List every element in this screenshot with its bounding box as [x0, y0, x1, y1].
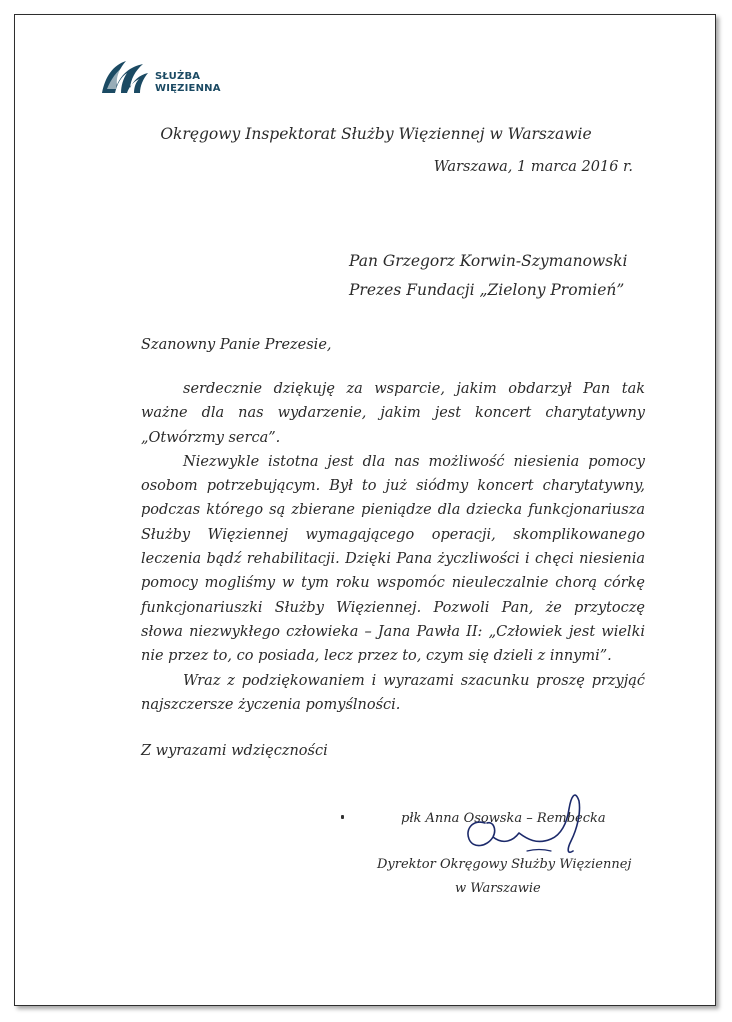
eagle-emblem-icon	[99, 55, 151, 99]
letter-paragraph	[141, 377, 645, 450]
recipient-title: Prezes Fundacji „Zielony Promień”	[349, 281, 625, 299]
paragraph-3-text: Wraz z podziękowaniem i wyrazami szacunku proszę przyjąć najszczersze życzenia pomyślności.	[141, 672, 645, 713]
letter-body	[141, 377, 645, 717]
logo-wordmark	[155, 71, 221, 95]
signer-role: Dyrektor Okręgowy Służby Więziennej	[377, 857, 632, 872]
logo-line-2: WIĘZIENNA	[155, 83, 221, 94]
letter-closing: Z wyrazami wdzięczności	[141, 743, 328, 759]
letter-date: Warszawa, 1 marca 2016 r.	[433, 159, 633, 175]
recipient-block	[349, 247, 628, 305]
signer-name: płk Anna Osowska – Rembecka	[401, 811, 606, 826]
institution-heading: Okręgowy Inspektorat Służby Więziennej w Warszawie	[160, 125, 592, 143]
recipient-name: Pan Grzegorz Korwin-Szymanowski	[349, 252, 628, 270]
paragraph-1-text: serdecznie dziękuję za wsparcie, jakim obdarzył Pan tak ważne dla nas wydarzenie, jakim jest koncert charytatywny „Otwórzmy serca”.	[141, 381, 645, 446]
signer-city: w Warszawie	[455, 881, 541, 896]
logo-line-1: SŁUŻBA	[155, 71, 201, 82]
letter-page	[14, 14, 716, 1006]
ink-dot	[341, 815, 344, 819]
paragraph-2-text: Niezwykle istotna jest dla nas możliwość niesienia pomocy osobom potrzebującym. Był to już siódmy koncert charytatywny, podczas którego są zbierane pieniądze dla dziecka funkcjonariusza Służby Więziennej wymagającego operacji, skomplikowanego leczenia bądź rehabilitacji. Dzięki Pana życzliwości i chęci niesienia pomocy mogliśmy w tym roku wspomóc nieuleczalnie chorą córkę funkcjonariuszki Służby Więziennej. Pozwoli Pan, że przytoczę słowa niezwykłego człowieka – Jana Pawła II: „Człowiek jest wielki nie przez to, co posiada, lecz przez to, czym się dzieli z innymi”.	[141, 453, 645, 665]
sluzba-wiezienna-logo	[99, 55, 239, 101]
letter-greeting: Szanowny Panie Prezesie,	[141, 337, 332, 353]
letter-paragraph	[141, 450, 645, 669]
letter-paragraph	[141, 669, 645, 718]
